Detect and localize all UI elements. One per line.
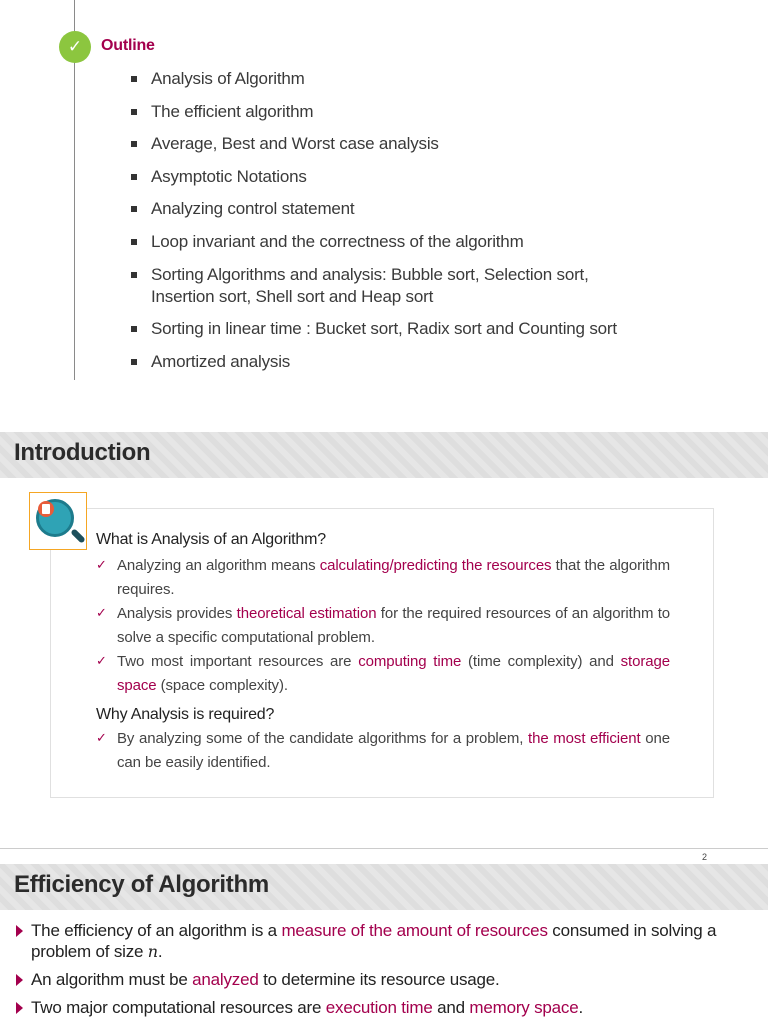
introduction-slide xyxy=(0,432,768,848)
outline-title: Outline xyxy=(101,37,155,54)
list-item: An algorithm must be analyzed to determine its resource usage. xyxy=(16,969,756,990)
efficiency-slide xyxy=(0,864,768,1024)
checkmark-icon: ✓ xyxy=(96,606,107,621)
efficiency-list xyxy=(16,920,756,1024)
efficiency-title: Efficiency of Algorithm xyxy=(14,871,269,898)
outline-item: Average, Best and Worst case analysis xyxy=(131,133,751,155)
list-item: The efficiency of an algorithm is a measure of the amount of resources consumed in solving a problem of size n. xyxy=(16,920,756,962)
outline-list xyxy=(131,68,751,383)
list-item: ✓ Two most important resources are computing time (time complexity) and storage space (space complexity). xyxy=(96,650,670,698)
bullet-square-icon xyxy=(131,109,137,115)
question-what: What is Analysis of an Algorithm? xyxy=(96,531,326,548)
outline-item: Analyzing control statement xyxy=(131,198,751,220)
checkmark-icon: ✓ xyxy=(96,558,107,573)
bullet-square-icon xyxy=(131,239,137,245)
bullet-square-icon xyxy=(131,206,137,212)
triangle-bullet-icon xyxy=(16,974,23,986)
bullet-square-icon xyxy=(131,326,137,332)
checkmark-icon: ✓ xyxy=(96,654,107,669)
title-band xyxy=(0,432,768,478)
bullet-square-icon xyxy=(131,141,137,147)
outline-item: Loop invariant and the correctness of the algorithm xyxy=(131,231,751,253)
list-item: Two major computational resources are execution time and memory space. xyxy=(16,997,756,1018)
checkmark-icon: ✓ xyxy=(96,731,107,746)
outline-item: Amortized analysis xyxy=(131,351,751,373)
list-item: ✓ Analyzing an algorithm means calculating/predicting the resources that the algorithm requires. xyxy=(96,554,670,602)
outline-item: Asymptotic Notations xyxy=(131,166,751,188)
bullet-square-icon xyxy=(131,76,137,82)
bullet-square-icon xyxy=(131,359,137,365)
triangle-bullet-icon xyxy=(16,1002,23,1014)
title-band xyxy=(0,864,768,910)
question-why: Why Analysis is required? xyxy=(96,706,275,723)
bullet-square-icon xyxy=(131,272,137,278)
slide-divider xyxy=(0,848,768,849)
list-item: ✓ By analyzing some of the candidate algorithms for a problem, the most efficient one can be easily identified. xyxy=(96,727,670,775)
intro-bullets xyxy=(96,554,670,698)
triangle-bullet-icon xyxy=(16,925,23,937)
list-item: ✓ Analysis provides theoretical estimation for the required resources of an algorithm to solve a specific computational problem. xyxy=(96,602,670,650)
outline-item: Sorting in linear time : Bucket sort, Radix sort and Counting sort xyxy=(131,318,751,340)
page-number: 2 xyxy=(702,852,708,862)
intro-title: Introduction xyxy=(14,439,151,466)
outline-slide xyxy=(0,0,768,432)
outline-item: Sorting Algorithms and analysis: Bubble sort, Selection sort, Insertion sort, Shell sort and Heap sort xyxy=(131,264,751,308)
outline-item: Analysis of Algorithm xyxy=(131,68,751,90)
outline-item: The efficient algorithm xyxy=(131,101,751,123)
intro-bullets-why xyxy=(96,727,670,775)
magnifier-icon xyxy=(29,492,87,550)
checkmark-icon: ✓ xyxy=(59,31,91,63)
bullet-square-icon xyxy=(131,174,137,180)
